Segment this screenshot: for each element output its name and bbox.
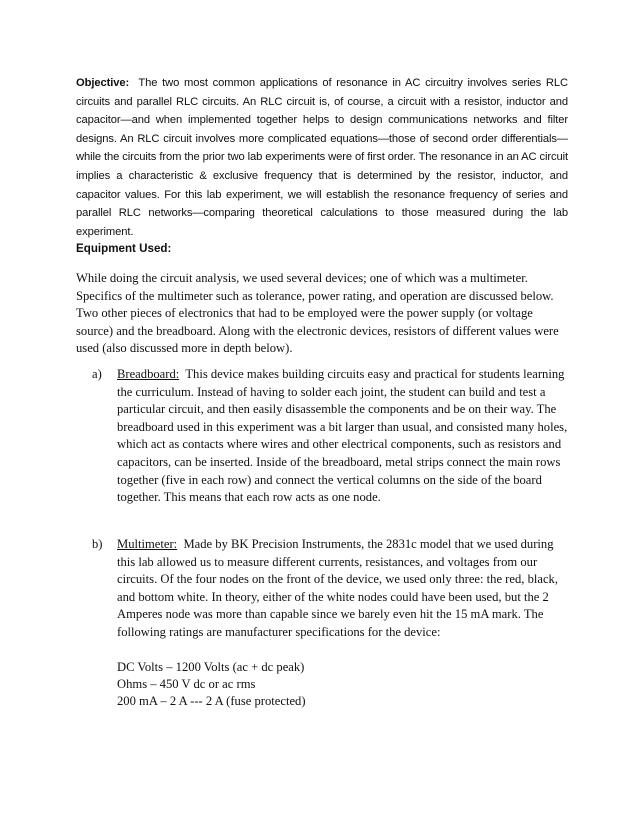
rating-line: DC Volts – 1200 Volts (ac + dc peak) — [117, 659, 305, 674]
list-item-multimeter — [92, 536, 568, 710]
item-title: Multimeter: — [117, 537, 178, 551]
list-item-breadboard — [92, 366, 568, 507]
objective-label: Objective: — [76, 77, 130, 89]
list-marker: a) — [92, 367, 102, 381]
list-marker: b) — [92, 537, 103, 551]
item-text: This device makes building circuits easy and practical for students learning the curriculum. Instead of having to solder each joint, the student can build and test a particular circuit, and then easily disassemble the components and be on their way. The breadboard used in this experiment was a bit larger than usual, and consisted many holes, which act as contacts where wires and other electrical components, such as resistors and capacitors, can be inserted. Inside of the breadboard, metal strips connect the main rows together (five in each row) and connect the vertical columns on the side of the board together. This means that each row acts as one node. — [117, 367, 568, 505]
item-title: Breadboard: — [117, 367, 180, 381]
rating-line: 200 mA – 2 A --- 2 A (fuse protected) — [117, 693, 306, 708]
rating-line: Ohms – 450 V dc or ac rms — [117, 676, 256, 691]
objective-paragraph — [76, 74, 568, 241]
objective-text: The two most common applications of resonance in AC circuitry involves series RLC circuits and parallel RLC circuits. An RLC circuit is, of course, a circuit with a resistor, inductor and capacitor—and when implemented together helps to design communications networks and filter designs. An RLC circuit involves more complicated equations—those of second order differentials—while the circuits from the prior two lab experiments were of first order. The resonance in an AC circuit implies a characteristic & exclusive frequency that is determined by the resistor, inductor, and capacitor values. For this lab experiment, we will establish the resonance frequency of series and parallel RLC networks—comparing theoretical calculations to those measured during the lab experiment. — [76, 77, 568, 238]
ratings-list — [117, 659, 568, 711]
equipment-intro: While doing the circuit analysis, we used several devices; one of which was a multimeter. Specifics of the multimeter such as tolerance, power rating, and operation are discussed below. Two other pieces of electronics that had to be employed were the power supply (or voltage source) and the breadboard. Along with the electronic devices, resistors of different values were used (also discussed more in depth below). — [76, 271, 559, 356]
equipment-heading: Equipment Used: — [76, 242, 172, 255]
item-text: Made by BK Precision Instruments, the 2831c model that we used during this lab allowed us to measure different currents, resistances, and voltages from our circuits. Of the four nodes on the front of the device, we used only three: the red, black, and bottom white. In theory, either of the white nodes could have been used, but the 2 Amperes node was more than capable since we barely even hit the 15 mA mark. The following ratings are manufacturer specifications for the device: — [117, 537, 558, 639]
